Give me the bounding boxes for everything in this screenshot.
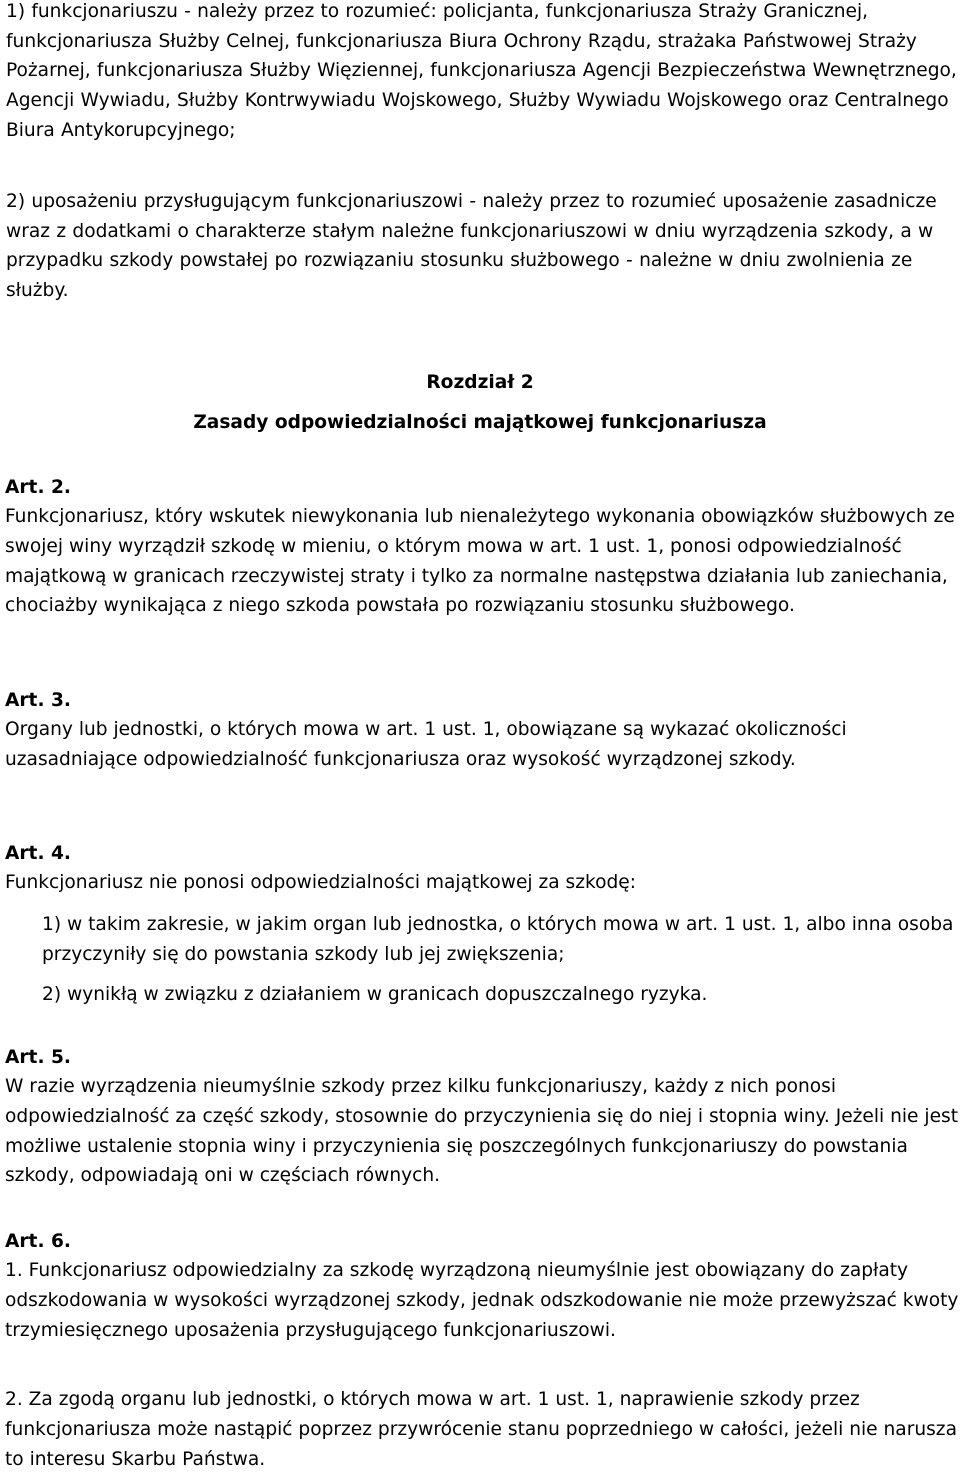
article-4-item-2 — [42, 980, 957, 1010]
list-text: w takim zakresie, w jakim organ lub jednostka, o których mowa w art. 1 ust. 1, albo inna osoba przyczyniły się do powstania szkody lub jej zwiększenia; — [42, 914, 954, 965]
article-5-title: Art. 5. — [5, 1047, 71, 1068]
article-4-item-1 — [42, 910, 957, 969]
article-5-text: W razie wyrządzenia nieumyślnie szkody przez kilku funkcjonariuszy, każdy z nich ponosi odpowiedzialność za część szkody, stosownie do przyczynienia się do niej i stopnia winy. Jeżeli nie jest możliwe ustalenie stopnia winy i przyczynienia się poszczególnych funkcjonariuszy do powstania szkody, odpowiadają oni w częściach równych. — [5, 1076, 958, 1187]
definition-item-2 — [6, 187, 960, 306]
chapter-title: Zasady odpowiedzialności majątkowej funkcjonariusza — [193, 412, 767, 433]
article-3-text: Organy lub jednostki, o których mowa w art. 1 ust. 1, obowiązane są wykazać okoliczności uzasadniające odpowiedzialność funkcjonariusza oraz wysokość wyrządzonej szkody. — [5, 719, 847, 770]
list-number: 2) — [42, 984, 62, 1005]
article-2-title: Art. 2. — [5, 477, 71, 498]
article-6-paragraph-2: 2. Za zgodą organu lub jednostki, o których mowa w art. 1 ust. 1, naprawienie szkody przez funkcjonariusza może nastąpić poprzez przywrócenie stanu poprzedniego w całości, jeżeli nie narusza to interesu Skarbu Państwa. — [5, 1389, 957, 1470]
article-3-title: Art. 3. — [5, 690, 71, 711]
article-2-text: Funkcjonariusz, który wskutek niewykonania lub nienależytego wykonania obowiązków służbowych ze swojej winy wyrządził szkodę w mieniu, o którym mowa w art. 1 ust. 1, ponosi odpowiedzialność majątkową w granicach rzeczywistej straty i tylko za normalne następstwa działania lub zaniechania, chociażby wynikająca z niego szkoda powstała po rozwiązaniu stosunku służbowego. — [5, 506, 955, 617]
list-text: wynikłą w związku z działaniem w granicach dopuszczalnego ryzyka. — [67, 984, 708, 1005]
definition-text: funkcjonariuszu - należy przez to rozumieć: policjanta, funkcjonariusza Straży Granicznej, funkcjonariusza Służby Celnej, funkcjonariusza Biura Ochrony Rządu, strażaka Państwowej Straży Pożarnej, funkcjonariusza Służby Więziennej, funkcjonariusza Agencji Bezpieczeństwa Wewnętrznego, Agencji Wywiadu, Służby Kontrwywiadu Wojskowego, Służby Wywiadu Wojskowego oraz Centralnego Biura Antykorupcyjnego; — [6, 1, 957, 141]
article-4-intro: Funkcjonariusz nie ponosi odpowiedzialności majątkowej za szkodę: — [5, 872, 636, 893]
definition-number: 1) — [6, 1, 26, 22]
chapter-label: Rozdział 2 — [426, 372, 534, 393]
article-4-title: Art. 4. — [5, 843, 71, 864]
definition-number: 2) — [6, 191, 26, 212]
definition-text: uposażeniu przysługującym funkcjonariuszowi - należy przez to rozumieć uposażenie zasadnicze wraz z dodatkami o charakterze stałym należne funkcjonariuszowi w dniu wyrządzenia szkody, a w przypadku szkody powstałej po rozwiązaniu stosunku służbowego - należne w dniu zwolnienia ze służby. — [6, 191, 937, 302]
article-6-paragraph-1: 1. Funkcjonariusz odpowiedzialny za szkodę wyrządzoną nieumyślnie jest obowiązany do zapłaty odszkodowania w wysokości wyrządzonej szkody, jednak odszkodowanie nie może przewyższać kwoty trzymiesięcznego uposażenia przysługującego funkcjonariuszowi. — [5, 1260, 959, 1341]
list-number: 1) — [42, 914, 62, 935]
article-6-title: Art. 6. — [5, 1231, 71, 1252]
definition-item-1 — [6, 0, 960, 146]
